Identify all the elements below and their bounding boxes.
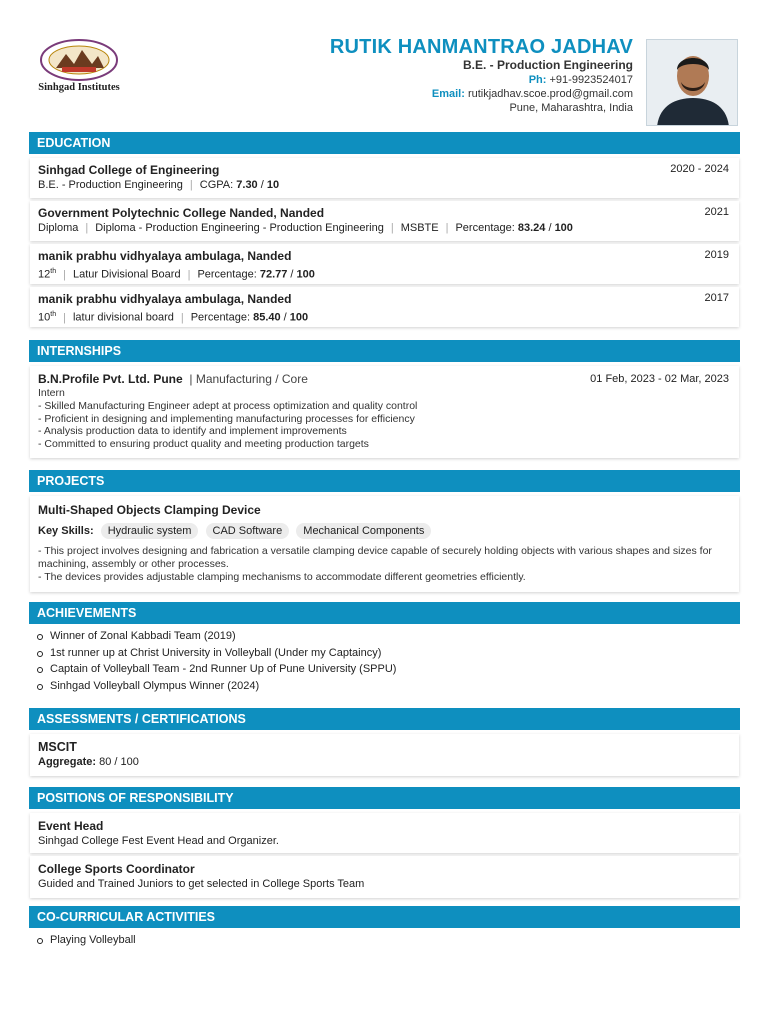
education-year: 2020 - 2024 xyxy=(670,163,729,175)
internship-point: - Skilled Manufacturing Engineer adept at process optimization and quality control xyxy=(38,399,418,412)
person-photo-icon xyxy=(647,40,738,126)
education-grade: 12 xyxy=(38,268,51,281)
education-item-1 xyxy=(30,158,739,198)
candidate-degree: B.E. - Production Engineering xyxy=(462,58,633,72)
education-score-label: CGPA: xyxy=(199,179,234,191)
education-score-max: 100 xyxy=(554,222,573,234)
education-institution: Sinhgad College of Engineering xyxy=(38,163,220,177)
section-internships-header: INTERNSHIPS xyxy=(29,340,740,362)
education-score-label: Percentage: xyxy=(190,311,251,324)
education-board: Latur Divisional Board xyxy=(72,268,181,281)
institute-logo xyxy=(34,38,124,98)
project-item xyxy=(30,496,739,592)
education-grade-suffix: th xyxy=(50,268,57,275)
internship-item xyxy=(30,366,739,458)
project-description: - This project involves designing and fabrication a versatile clamping device capable of securely holding objects with various shapes and sizes for machining, assembly or other processes. xyxy=(38,545,712,570)
profile-photo xyxy=(646,39,738,126)
education-item-4 xyxy=(30,287,739,327)
location: Pune, Maharashtra, India xyxy=(509,102,633,114)
separator: | xyxy=(390,222,394,234)
section-achievements-header: ACHIEVEMENTS xyxy=(29,602,740,624)
internship-domain: Manufacturing / Core xyxy=(195,372,308,386)
achievement-item: 1st runner up at Christ University in Volleyball (Under my Captaincy) xyxy=(30,645,739,662)
candidate-name: RUTIK HANMANTRAO JADHAV xyxy=(329,36,633,58)
education-grade: 10 xyxy=(38,311,51,324)
education-institution: Government Polytechnic College Nanded, Nanded xyxy=(38,206,325,220)
section-assessments-header: ASSESSMENTS / CERTIFICATIONS xyxy=(29,708,740,730)
education-year: 2021 xyxy=(704,206,729,218)
project-description: - The devices provides adjustable clamping mechanisms to accommodate different geometries efficiently. xyxy=(38,570,526,583)
phone-number[interactable]: +91-9923524017 xyxy=(549,74,633,86)
project-skills xyxy=(38,523,731,539)
header-info xyxy=(330,36,633,115)
separator: | xyxy=(63,268,66,281)
separator: | xyxy=(63,311,66,324)
separator: | xyxy=(180,311,184,324)
aggregate-label: Aggregate: xyxy=(38,756,97,768)
cocurricular-list xyxy=(30,932,739,949)
education-score: 7.30 xyxy=(236,179,258,191)
education-score-max: 100 xyxy=(296,268,315,281)
education-program: Diploma - Production Engineering - Production Engineering xyxy=(95,222,384,234)
assessment-aggregate xyxy=(38,755,731,770)
section-positions-header: POSITIONS OF RESPONSIBILITY xyxy=(29,787,740,809)
separator: | xyxy=(187,268,191,281)
education-details: B.E. - Production Engineering | CGPA: 7.30 / 10 xyxy=(38,179,280,191)
education-details: Diploma | Diploma - Production Engineering - Production Engineering | MSBTE | Percentage: 83.24 / 100 xyxy=(38,222,573,234)
education-score-label: Percentage: xyxy=(197,268,257,281)
position-description: Guided and Trained Juniors to get selected in College Sports Team xyxy=(38,878,365,890)
position-title: Event Head xyxy=(38,819,104,833)
skill-chip: CAD Software xyxy=(206,523,290,539)
phone-label: Ph: xyxy=(528,74,547,86)
position-title: College Sports Coordinator xyxy=(38,862,195,876)
education-score-label: Percentage: xyxy=(455,222,515,234)
education-details: 10th | latur divisional board | Percentage: 85.40 / 100 xyxy=(38,311,309,324)
email-address[interactable]: rutikjadhav.scoe.prod@gmail.com xyxy=(467,88,633,100)
assessment-title: MSCIT xyxy=(38,740,77,754)
education-details: 12th | Latur Divisional Board | Percentage: 72.77 / 100 xyxy=(38,268,315,281)
cocurricular-item: Playing Volleyball xyxy=(30,932,739,949)
education-institution: manik prabhu vidhyalaya ambulaga, Nanded xyxy=(38,249,292,263)
separator: | xyxy=(189,179,193,191)
project-title: Multi-Shaped Objects Clamping Device xyxy=(38,503,261,517)
aggregate-value: 80 / 100 xyxy=(99,756,139,768)
education-year: 2017 xyxy=(704,292,729,304)
section-projects-header: PROJECTS xyxy=(29,470,740,492)
internship-point: - Analysis production data to identify and implement improvements xyxy=(38,425,347,438)
achievement-item: Winner of Zonal Kabbadi Team (2019) xyxy=(30,628,739,645)
separator: | xyxy=(186,372,196,386)
assessment-item xyxy=(30,734,739,776)
education-score: 85.40 xyxy=(253,311,281,324)
achievements-list xyxy=(30,628,739,694)
education-board: MSBTE xyxy=(400,222,439,234)
position-description: Sinhgad College Fest Event Head and Organizer. xyxy=(38,835,279,847)
skill-chip: Mechanical Components xyxy=(296,523,431,539)
education-degree: B.E. - Production Engineering xyxy=(38,179,183,191)
internship-role: Intern xyxy=(38,387,65,399)
education-institution: manik prabhu vidhyalaya ambulaga, Nanded xyxy=(38,292,292,306)
education-item-3 xyxy=(30,244,739,284)
phone-line xyxy=(330,73,633,87)
education-score: 83.24 xyxy=(517,222,546,234)
email-label: Email: xyxy=(431,88,465,100)
education-score: 72.77 xyxy=(259,268,288,281)
institute-seal-icon xyxy=(34,38,124,82)
logo-text: Sinhgad Institutes xyxy=(38,82,120,93)
achievement-item: Sinhgad Volleyball Olympus Winner (2024) xyxy=(30,678,739,695)
separator: | xyxy=(85,222,89,234)
email-line xyxy=(330,87,633,101)
section-cocurricular-header: CO-CURRICULAR ACTIVITIES xyxy=(29,906,740,928)
position-item-2 xyxy=(30,856,739,898)
education-score-max: 10 xyxy=(266,179,280,191)
skill-chip: Hydraulic system xyxy=(101,523,199,539)
achievement-item: Captain of Volleyball Team - 2nd Runner Up of Pune University (SPPU) xyxy=(30,661,739,678)
education-item-2 xyxy=(30,201,739,241)
position-item-1 xyxy=(30,813,739,853)
section-education-header: EDUCATION xyxy=(29,132,740,154)
internship-point: - Committed to ensuring product quality and meeting production targets xyxy=(38,438,369,451)
internship-point: - Proficient in designing and implementing manufacturing processes for efficiency xyxy=(38,412,415,425)
internship-company: B.N.Profile Pvt. Ltd. Pune xyxy=(38,372,183,386)
education-grade-suffix: th xyxy=(50,311,57,318)
internship-dates: 01 Feb, 2023 - 02 Mar, 2023 xyxy=(590,373,729,385)
separator: | xyxy=(445,222,449,234)
skills-label: Key Skills: xyxy=(38,525,94,537)
education-board: latur divisional board xyxy=(72,311,174,324)
education-score-max: 100 xyxy=(289,311,309,324)
education-year: 2019 xyxy=(704,249,729,261)
education-level: Diploma xyxy=(38,222,79,234)
